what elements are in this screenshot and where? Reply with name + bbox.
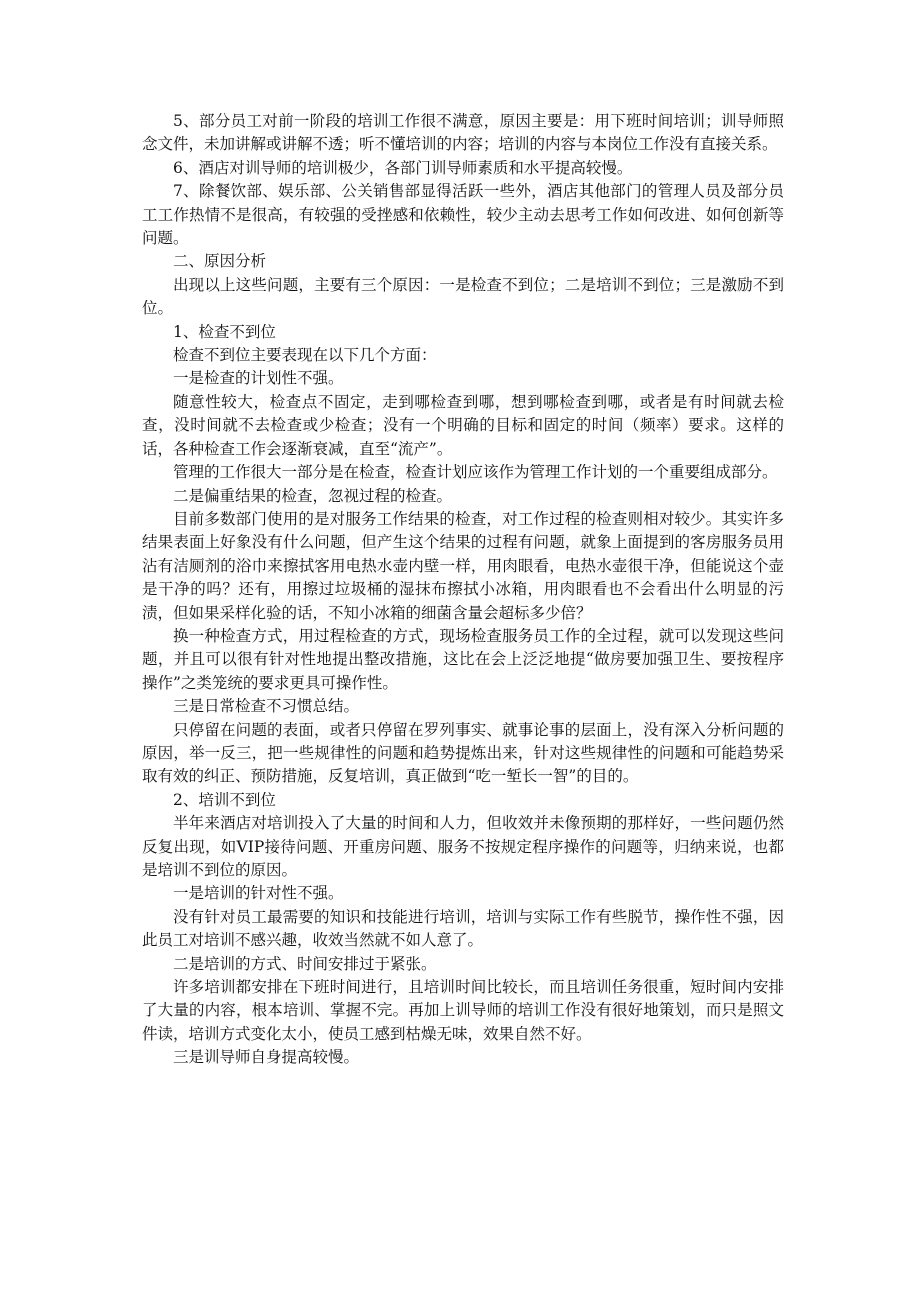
section-heading: 二、原因分析	[173, 252, 267, 271]
point-heading: 一是培训的针对性不强。	[173, 884, 344, 903]
paragraph: 换一种检查方式，用过程检查的方式，现场检查服务员工作的全过程，就可以发现这些问题，并且可以很有针对性地提出整改措施，这比在会上泛泛地提“做房要加强卫生、要按程序操作”之类笼统的要求更具可操作性。	[142, 626, 784, 692]
document-body	[142, 110, 784, 1070]
paragraph: 6、酒店对训导师的培训极少，各部门训导师素质和水平提高较慢。	[173, 158, 633, 177]
point-heading: 二是培训的方式、时间安排过于紧张。	[173, 954, 437, 973]
paragraph: 5、部分员工对前一阶段的培训工作很不满意，原因主要是：用下班时间培训；训导师照念文件，未加讲解或讲解不透；听不懂培训的内容；培训的内容与本岗位工作没有直接关系。	[142, 112, 784, 154]
point-heading: 三是训导师自身提高较慢。	[173, 1048, 360, 1067]
paragraph: 管理的工作很大一部分是在检查，检查计划应该作为管理工作计划的一个重要组成部分。	[173, 463, 778, 482]
paragraph: 许多培训都安排在下班时间进行，且培训时间比较长，而且培训任务很重，短时间内安排了大量的内容，根本培训、掌握不完。再加上训导师的培训工作没有很好地策划，而只是照文件读，培训方式变化太小，使员工感到枯燥无味，效果自然不好。	[142, 978, 784, 1043]
paragraph: 7、除餐饮部、娱乐部、公关销售部显得活跃一些外，酒店其他部门的管理人员及部分员工工作热情不是很高，有较强的受挫感和依赖性，较少主动去思考工作如何改进、如何创新等问题。	[142, 182, 784, 248]
point-heading: 一是检查的计划性不强。	[173, 369, 344, 388]
point-heading: 二是偏重结果的检查，忽视过程的检查。	[173, 486, 453, 505]
paragraph: 半年来酒店对培训投入了大量的时间和人力，但收效并未像预期的那样好，一些问题仍然反复出现，如VIP接待问题、开重房问题、服务不按规定程序操作的问题等，归纳来说，也都是培训不到位的原因。	[142, 814, 784, 879]
paragraph: 目前多数部门使用的是对服务工作结果的检查，对工作过程的检查则相对较少。其实许多结果表面上好象没有什么问题，但产生这个结果的过程有问题，就象上面提到的客房服务员用沾有洁厕剂的浴巾来擦拭客用电热水壶内壁一样，用肉眼看，电热水壶很干净，但能说这个壶是干净的吗？还有，用擦过垃圾桶的湿抹布擦拭小冰箱，用肉眼看也不会看出什么明显的污渍，但如果采样化验的话，不知小冰箱的细菌含量会超标多少倍？	[142, 509, 784, 622]
paragraph: 出现以上这些问题，主要有三个原因：一是检查不到位；二是培训不到位；三是激励不到位。	[142, 275, 784, 318]
point-heading: 三是日常检查不习惯总结。	[173, 697, 360, 716]
subsection-heading: 1、检查不到位	[173, 322, 276, 341]
paragraph: 检查不到位主要表现在以下几个方面：	[173, 346, 437, 365]
paragraph: 只停留在问题的表面，或者只停留在罗列事实、就事论事的层面上，没有深入分析问题的原因，举一反三，把一些规律性的问题和趋势提炼出来，针对这些规律性的问题和可能趋势采取有效的纠正、预防措施，反复培训，真正做到“吃一堑长一智”的目的。	[142, 720, 784, 786]
paragraph: 随意性较大，检查点不固定，走到哪检查到哪，想到哪检查到哪，或者是有时间就去检查，没时间就不去检查或少检查；没有一个明确的目标和固定的时间（频率）要求。这样的话，各种检查工作会逐渐衰减，直至“流产”。	[142, 392, 784, 458]
subsection-heading: 2、培训不到位	[173, 790, 276, 809]
paragraph: 没有针对员工最需要的知识和技能进行培训，培训与实际工作有些脱节，操作性不强，因此员工对培训不感兴趣，收效当然就不如人意了。	[142, 907, 784, 950]
